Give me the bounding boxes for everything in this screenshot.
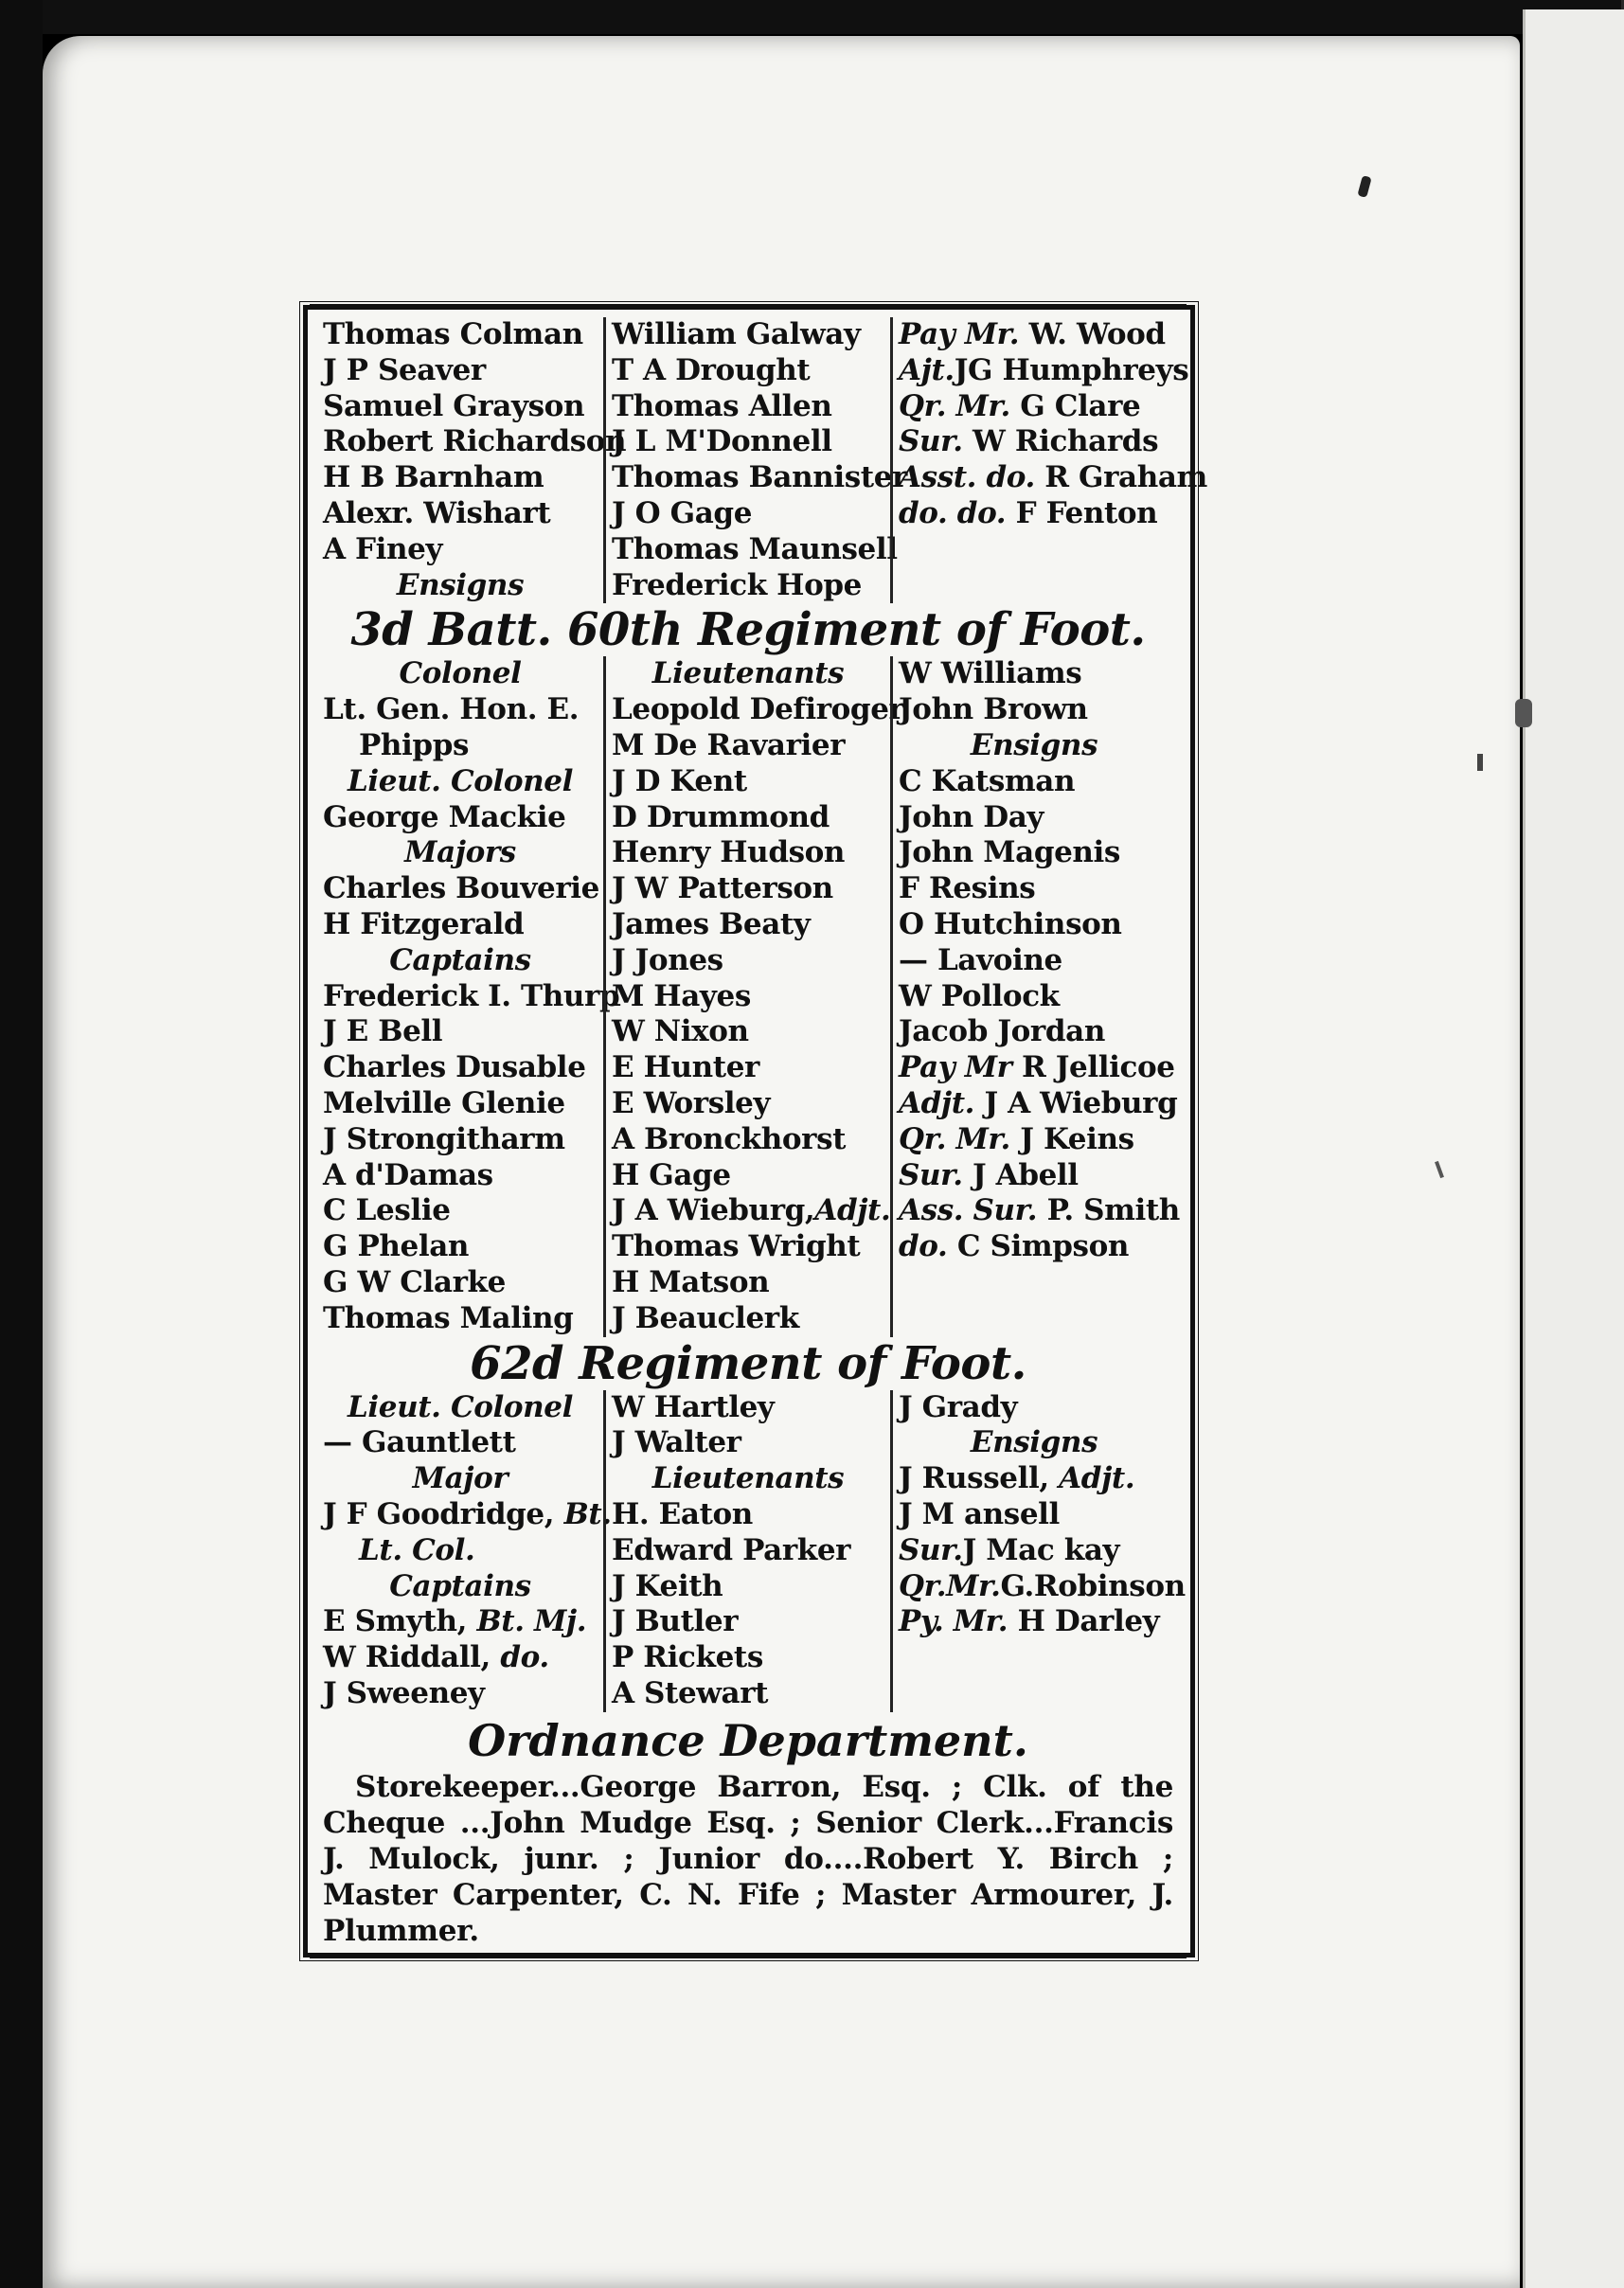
officer-name: H Gage [612, 1157, 731, 1192]
officer-name: D Drummond [612, 799, 830, 834]
officer-name: J W Patterson [612, 871, 833, 906]
staff-entry: do. do. F Fenton [899, 495, 1158, 530]
regiment-heading-62d: 62d Regiment of Foot. [470, 1336, 1026, 1390]
officer-name: C Leslie [323, 1193, 451, 1228]
officer-name: M Hayes [612, 978, 751, 1013]
officer-name: H. Eaton [612, 1496, 753, 1531]
officer-name: Jacob Jordan [899, 1014, 1105, 1049]
staff-entry: Ajt.JG Humphreys [899, 352, 1189, 387]
officer-name: J Beauclerk [612, 1300, 799, 1335]
staff-entry: Qr. Mr. J Keins [899, 1121, 1134, 1156]
officer-name: Charles Bouverie [323, 871, 599, 906]
rank-heading-lieutenants: Lieutenants [651, 656, 845, 691]
staff-entry: Qr. Mr. G Clare [899, 388, 1141, 423]
officer-name: Lt. Gen. Hon. E. [323, 692, 580, 727]
officer-name: M De Ravarier [612, 727, 846, 762]
officer-name: Leopold Defiroger [612, 692, 904, 727]
officer-name: G W Clarke [323, 1264, 506, 1299]
officer-name: W Hartley [612, 1389, 775, 1424]
officer-name: J F Goodridge, Bt. [323, 1496, 612, 1531]
adjacent-page-edge [1523, 9, 1624, 2288]
officer-name: W Pollock [899, 978, 1060, 1013]
officer-name: James Beaty [612, 906, 811, 941]
officer-name: J Walter [612, 1425, 741, 1460]
scan-top-edge [0, 0, 1621, 34]
officer-name: Samuel Grayson [323, 388, 585, 423]
officer-name: Thomas Colman [323, 317, 583, 351]
ink-blot [1515, 699, 1532, 727]
staff-entry: Ass. Sur. P. Smith [899, 1193, 1180, 1228]
officer-name: Thomas Bannister [612, 460, 907, 495]
staff-entry: Pay Mr R Jellicoe [899, 1050, 1175, 1085]
officer-name: A Finey [323, 531, 443, 566]
column-3 [890, 656, 1180, 1336]
staff-entry: Asst. do. R Graham [899, 460, 1207, 495]
column-1 [317, 656, 620, 1336]
rank-heading-captains: Captains [389, 1568, 531, 1603]
officer-name: Edward Parker [612, 1532, 851, 1567]
officer-name: Alexr. Wishart [323, 495, 551, 530]
ink-blot [1477, 754, 1483, 771]
column-2 [603, 1390, 890, 1712]
officer-name: W Williams [899, 656, 1082, 691]
officer-name: Phipps [359, 727, 470, 762]
rank-heading-major: Major [412, 1461, 509, 1496]
officer-name: O Hutchinson [899, 906, 1122, 941]
rank-heading-captains: Captains [389, 942, 531, 977]
officer-name: C Katsman [899, 763, 1076, 798]
staff-entry: Sur. W Richards [899, 424, 1159, 459]
officer-name: E Worsley [612, 1085, 771, 1120]
staff-entry: Qr.Mr.G.Robinson [899, 1568, 1186, 1603]
rank-heading-lt-colonel: Lieut. Colonel [348, 1389, 573, 1424]
column-1 [317, 1389, 612, 1712]
rank-heading-lt-colonel: Lieut. Colonel [348, 763, 573, 798]
officer-name: F Resins [899, 871, 1036, 906]
officer-name: J Strongitharm [323, 1121, 565, 1156]
column-3 [890, 317, 1207, 603]
officer-name: Frederick Hope [612, 567, 862, 602]
officer-name: William Galway [612, 317, 861, 351]
officer-name: Melville Glenie [323, 1085, 565, 1120]
staff-entry: do. C Simpson [899, 1229, 1129, 1264]
officer-rank-note: Lt. Col. [359, 1532, 475, 1567]
officer-name: J P Seaver [323, 352, 486, 387]
column-2 [603, 317, 907, 603]
officer-name: — Gauntlett [323, 1425, 516, 1460]
officer-name: Robert Richardson [323, 424, 627, 459]
rank-heading-ensigns: Ensigns [970, 727, 1098, 762]
scan-spine [0, 0, 43, 2288]
rank-heading-ensigns: Ensigns [396, 567, 525, 602]
staff-entry: Sur. J Abell [899, 1157, 1079, 1192]
officer-name: A Stewart [612, 1675, 769, 1710]
continued-regiment-block [317, 317, 1207, 603]
officer-name: J M ansell [899, 1496, 1060, 1531]
officer-name: J L M'Donnell [612, 424, 832, 459]
officer-name: J Grady [899, 1389, 1018, 1424]
officer-name: A Bronckhorst [612, 1121, 847, 1156]
officer-name: Thomas Maling [323, 1300, 574, 1335]
officer-name: T A Drought [612, 352, 811, 387]
officer-name: Charles Dusable [323, 1050, 586, 1085]
officer-name: P Rickets [612, 1640, 763, 1675]
officer-name: W Riddall, do. [323, 1640, 549, 1675]
top-rule [310, 304, 1187, 307]
column-3 [890, 1389, 1186, 1712]
rank-heading-ensigns: Ensigns [970, 1425, 1098, 1460]
officer-name: H Matson [612, 1264, 770, 1299]
regiment-62d-block [317, 1389, 1186, 1712]
staff-entry: Sur.J Mac kay [899, 1532, 1120, 1567]
officer-name: W Nixon [612, 1014, 749, 1049]
officer-name: G Phelan [323, 1229, 470, 1264]
officer-name: H Fitzgerald [323, 906, 525, 941]
ordnance-paragraph: Storekeeper...George Barron, Esq. ; Clk. of the Cheque ...John Mudge Esq. ; Senior Clerk...Francis J. Mulock, junr. ; Junior do....Robert Y. Birch ; Master Carpenter, C. N. Fife ; Master Armourer, J. Plummer. [323, 1769, 1173, 1948]
officer-name: J E Bell [323, 1014, 443, 1049]
officer-name: J Sweeney [323, 1675, 485, 1710]
officer-name: Thomas Wright [612, 1229, 861, 1264]
officer-name: J O Gage [612, 495, 753, 530]
officer-name: J Jones [612, 942, 723, 977]
staff-entry: Adjt. J A Wieburg [899, 1085, 1178, 1120]
officer-name: J D Kent [612, 763, 747, 798]
column-1 [317, 317, 627, 603]
staff-entry: Py. Mr. H Darley [899, 1604, 1160, 1639]
army-list-frame [303, 305, 1207, 1957]
officer-name: — Lavoine [899, 942, 1062, 977]
officer-name: E Hunter [612, 1050, 759, 1085]
regiment-heading-60th: 3d Batt. 60th Regiment of Foot. [350, 603, 1146, 657]
regiment-60th-block [317, 656, 1179, 1336]
rank-heading-lieutenants: Lieutenants [651, 1461, 845, 1496]
officer-name: George Mackie [323, 799, 566, 834]
officer-name: John Magenis [899, 835, 1120, 870]
officer-name: J Butler [612, 1604, 739, 1639]
bottom-rule [310, 1956, 1187, 1958]
officer-name: E Smyth, Bt. Mj. [323, 1604, 587, 1639]
officer-name: John Brown [899, 692, 1088, 727]
staff-entry: Pay Mr. W. Wood [899, 317, 1166, 351]
column-2 [603, 656, 904, 1336]
officer-name: Thomas Allen [612, 388, 832, 423]
officer-name: John Day [899, 799, 1044, 834]
rank-heading-majors: Majors [404, 835, 516, 870]
officer-name: A d'Damas [323, 1157, 493, 1192]
officer-name: Thomas Maunsell [612, 531, 898, 566]
officer-name: J Keith [612, 1568, 723, 1603]
officer-name: J Russell, Adjt. [899, 1461, 1135, 1496]
officer-name: J A Wieburg,Adjt. [612, 1193, 891, 1228]
officer-name: Henry Hudson [612, 835, 846, 870]
officer-name: H B Barnham [323, 460, 544, 495]
officer-name: Frederick I. Thurp [323, 978, 620, 1013]
ordnance-heading: Ordnance Department. [468, 1714, 1028, 1766]
rank-heading-colonel: Colonel [399, 656, 522, 691]
